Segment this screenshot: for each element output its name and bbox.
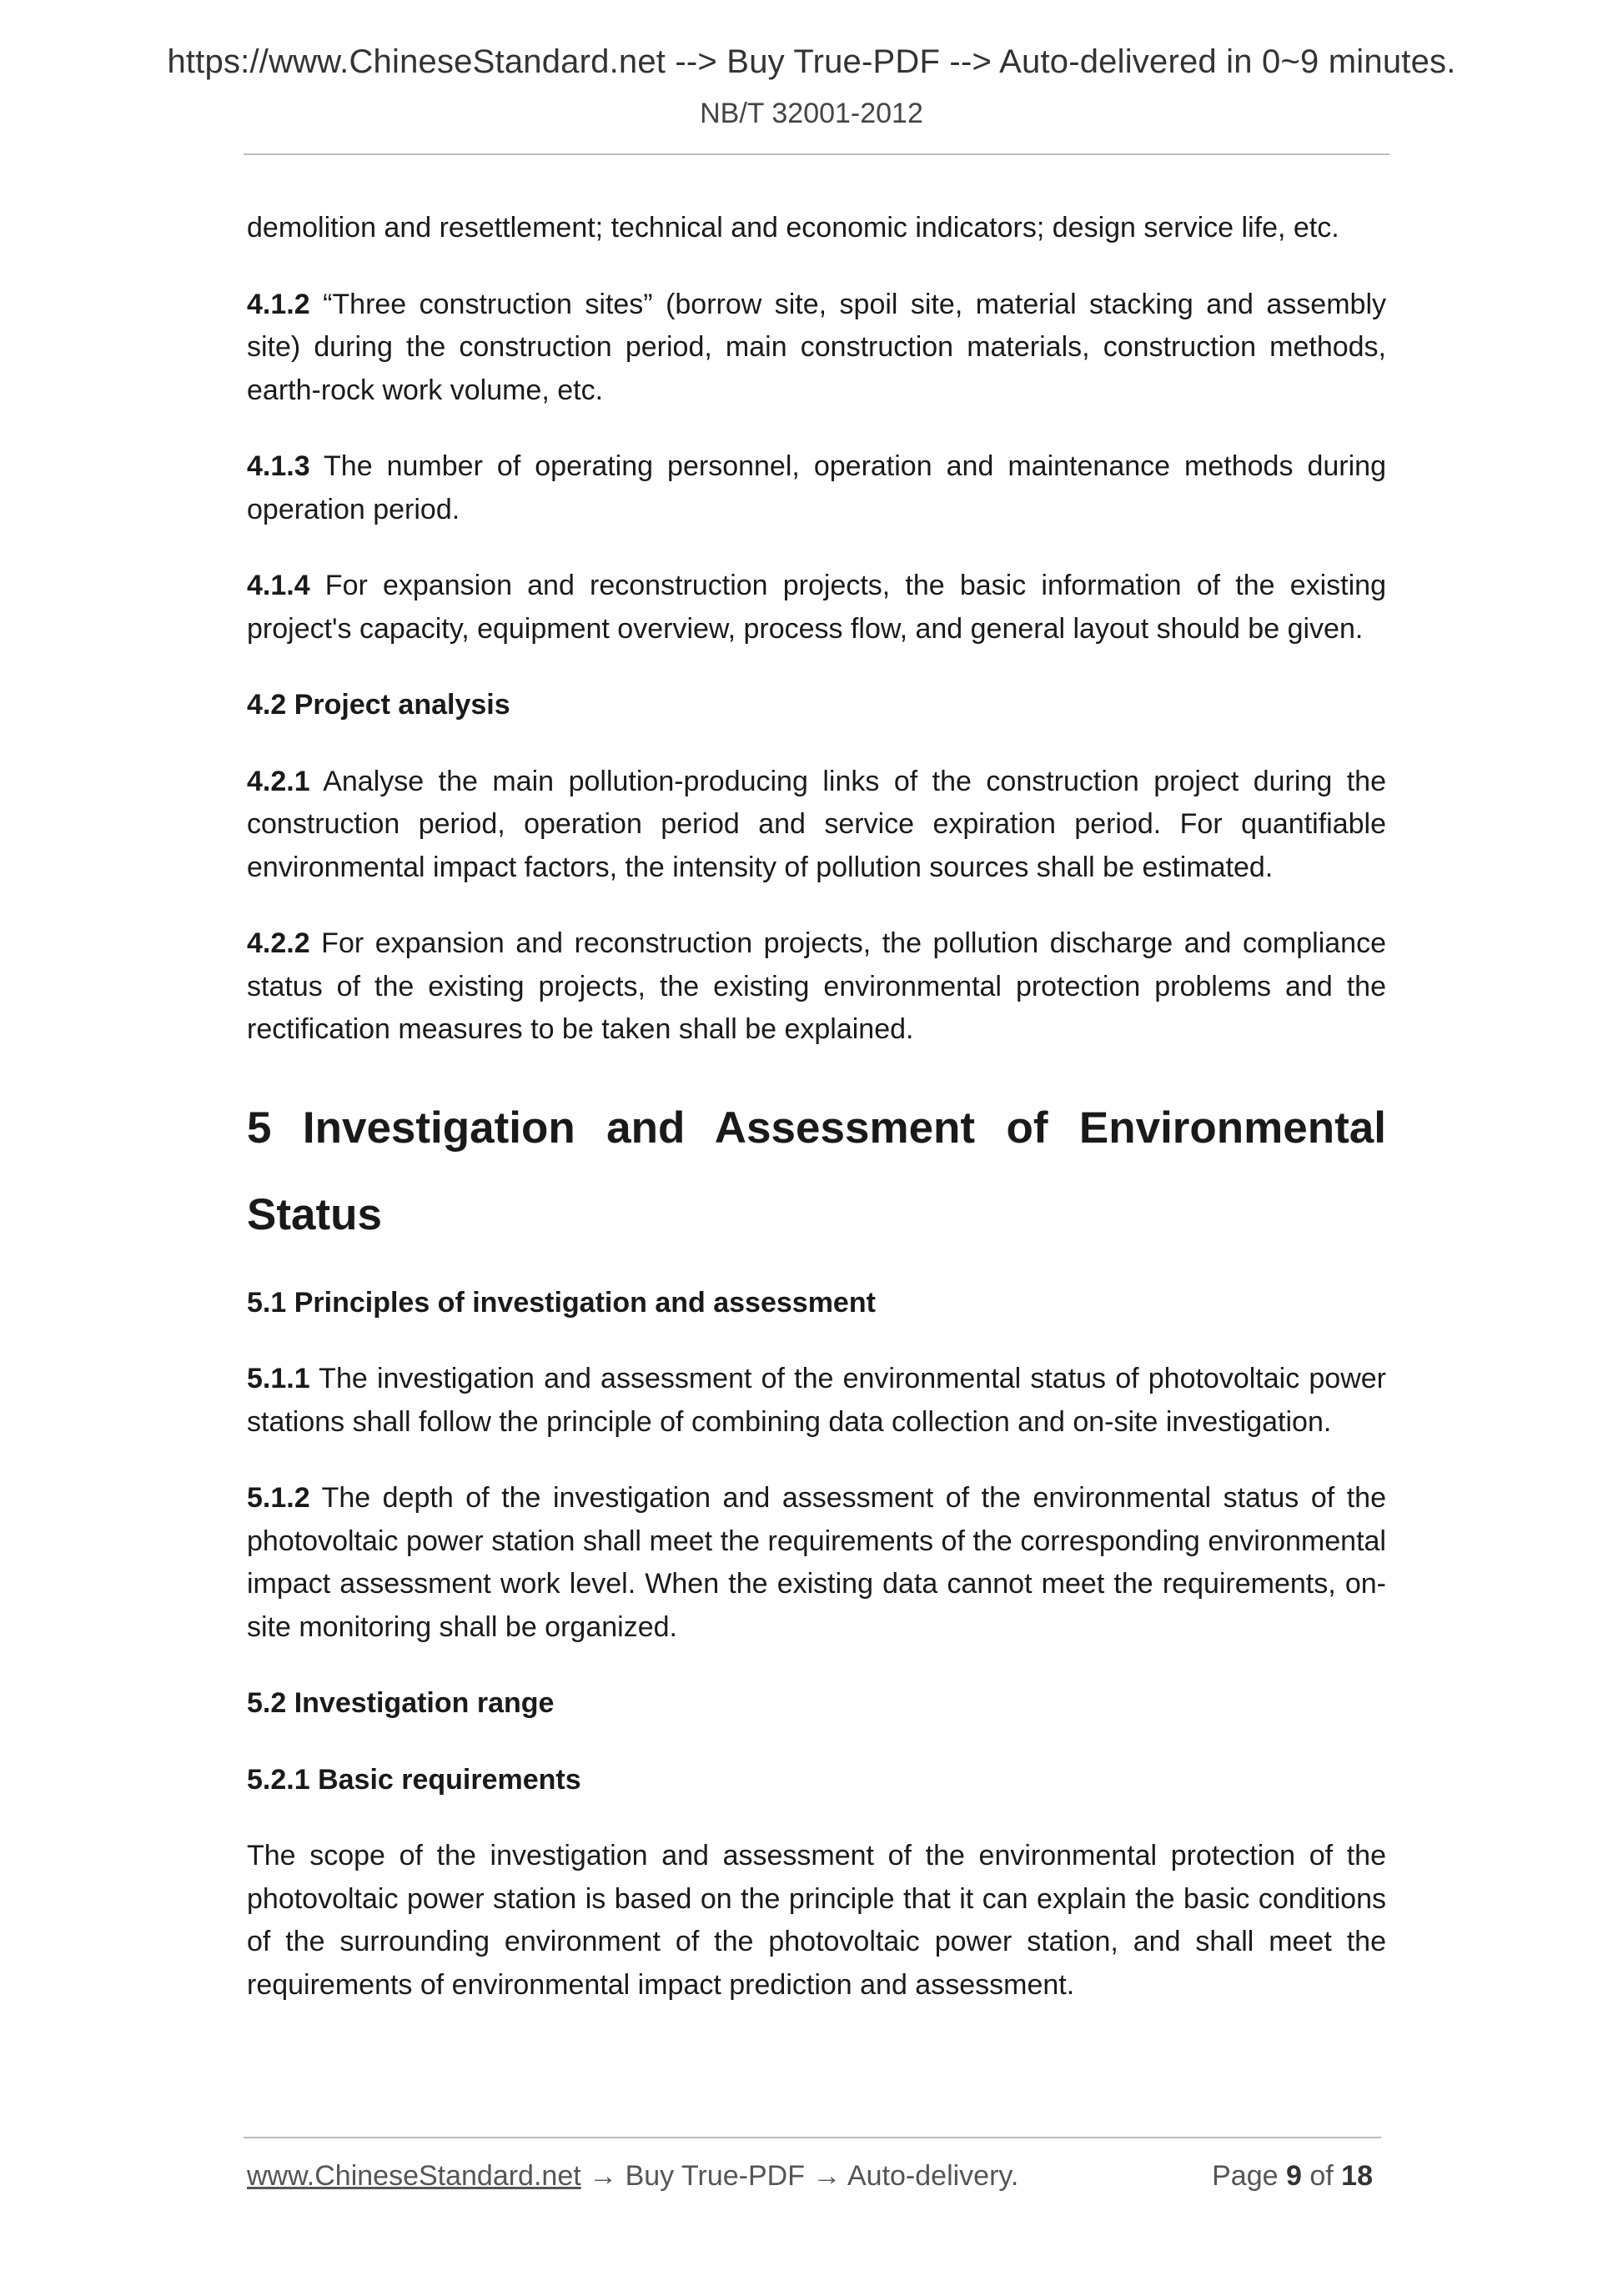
clause-5-1-2 <box>247 1477 1386 1649</box>
section-heading-5-2: 5.2 Investigation range <box>247 1687 555 1719</box>
section-heading-4-2: 4.2 Project analysis <box>247 689 510 721</box>
clause-4-1-2 <box>247 284 1386 413</box>
clause-text: The depth of the investigation and assessment of the environmental status of the photovoltaic power station shall meet the requirements of the corresponding environmental impact assessment work level. When the existing data cannot meet the requirements, on-site monitoring shall be organized. <box>247 1482 1386 1643</box>
clause-4-1-4 <box>247 565 1386 651</box>
standard-code: NB/T 32001-2012 <box>700 98 923 129</box>
page-current: 9 <box>1285 2160 1302 2192</box>
page-indicator <box>1212 2160 1373 2193</box>
clause-text: For expansion and reconstruction projects, the basic information of the existing project's capacity, equipment overview, process flow, and general layout should be given. <box>247 570 1386 645</box>
clause-4-1-3 <box>247 445 1386 531</box>
paragraph-continuation: demolition and resettlement; technical and economic indicators; design service life, etc. <box>247 212 1339 244</box>
footer-tagline: → Buy True-PDF → Auto-delivery. <box>580 2160 1019 2192</box>
clause-text: The investigation and assessment of the environmental status of photovoltaic power stations shall follow the principle of combining data collection and on-site investigation. <box>247 1363 1386 1438</box>
clause-number: 5.1.2 <box>247 1482 310 1514</box>
top-banner: https://www.ChineseStandard.net --> Buy True-PDF --> Auto-delivered in 0~9 minutes. <box>167 43 1456 80</box>
clause-text: Analyse the main pollution-producing links of the construction project during the construction period, operation period and service expiration period. For quantifiable environmental impact factors, the intensity of pollution sources shall be estimated. <box>247 765 1386 883</box>
clause-number: 4.1.2 <box>247 288 310 320</box>
footer-divider <box>244 2137 1381 2138</box>
page-of: of <box>1309 2160 1334 2192</box>
clause-text: The number of operating personnel, operation and maintenance methods during operation period. <box>247 450 1386 525</box>
clause-text: “Three construction sites” (borrow site, spoil site, material stacking and assembly site) during the construction period, main construction materials, construction methods, earth-rock work volume, etc. <box>247 288 1386 406</box>
website-link[interactable]: www.ChineseStandard.net <box>247 2160 581 2192</box>
clause-number: 4.1.4 <box>247 570 310 601</box>
page-footer <box>247 2160 1379 2193</box>
document-body <box>247 207 1386 2040</box>
clause-number: 5.1.1 <box>247 1363 310 1394</box>
paragraph-basic-requirements: The scope of the investigation and assessment of the environmental protection of the photovoltaic power station is based on the principle that it can explain the basic conditions of the surrounding environment of the photovoltaic power station, and shall meet the requirements of environmental impact prediction and assessment. <box>247 1840 1386 2001</box>
clause-4-2-2 <box>247 922 1386 1052</box>
header-divider <box>244 153 1389 155</box>
clause-4-2-1 <box>247 761 1386 890</box>
clause-5-1-1 <box>247 1358 1386 1444</box>
clause-text: For expansion and reconstruction projects, the pollution discharge and compliance status of the existing projects, the existing environmental protection problems and the rectification measures to be taken shall be explained. <box>247 927 1386 1045</box>
page-label: Page <box>1212 2160 1279 2192</box>
section-heading-5-1: 5.1 Principles of investigation and assessment <box>247 1286 876 1319</box>
subsection-heading-5-2-1: 5.2.1 Basic requirements <box>247 1763 581 1796</box>
clause-number: 4.1.3 <box>247 450 310 482</box>
chapter-5-title: 5 Investigation and Assessment of Environmental Status <box>247 1103 1386 1239</box>
page-total: 18 <box>1341 2160 1373 2192</box>
clause-number: 4.2.1 <box>247 765 310 797</box>
clause-number: 4.2.2 <box>247 927 310 959</box>
